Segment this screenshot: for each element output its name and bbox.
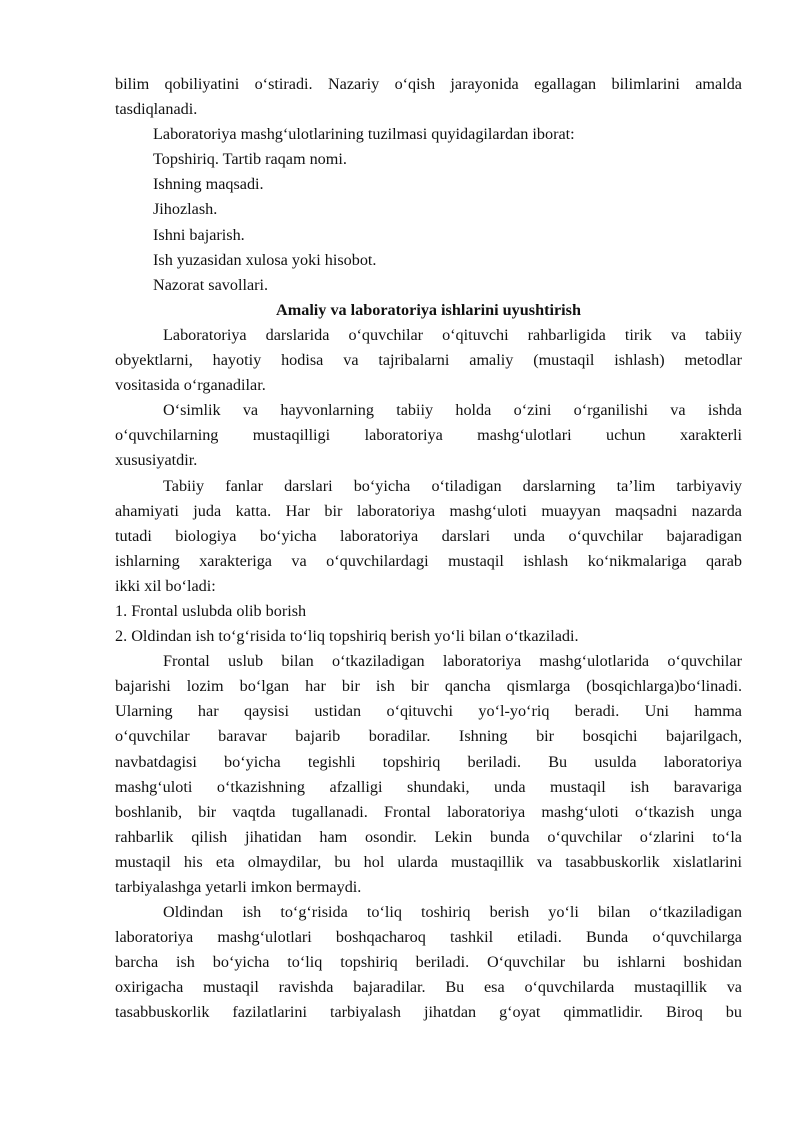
- paragraph-line: O‘simlik va hayvonlarning tabiiy holda o‘zini o‘rganilishi va ishda: [163, 401, 742, 420]
- paragraph-line: o‘quvchilarning mustaqilligi laboratoriya mashg‘ulotlari uchun xarakterli: [115, 426, 742, 445]
- paragraph-line: rahbarlik qilish jihatidan ham osondir. Lekin bunda o‘quvchilar o‘zlarini to‘la: [115, 827, 742, 846]
- text-line: tasdiqlanadi.: [115, 100, 198, 119]
- paragraph-line: mustaqil his eta olmaydilar, bu hol ularda mustaqillik va tasabbuskorlik xislatlarini: [115, 852, 742, 871]
- paragraph-line: ahamiyati juda katta. Har bir laboratoriya mashg‘uloti muayyan maqsadni nazarda: [115, 501, 742, 520]
- paragraph-line: xususiyatdir.: [115, 451, 198, 470]
- paragraph-line: tutadi biologiya bo‘yicha laboratoriya darslari unda o‘quvchilar bajaradigan: [115, 526, 742, 545]
- paragraph-line: tasabbuskorlik fazilatlarini tarbiyalash jihatdan g‘oyat qimmatlidir. Biroq bu: [115, 1003, 742, 1022]
- paragraph-line: oxirigacha mustaqil ravishda bajaradilar. Bu esa o‘quvchilarda mustaqillik va: [115, 978, 742, 997]
- paragraph-line: ishlarning xarakteriga va o‘quvchilardagi mustaqil ishlash ko‘nikmalariga qarab: [115, 551, 742, 570]
- list-item: 1. Frontal uslubda olib borish: [115, 601, 307, 620]
- structure-item: Ishning maqsadi.: [153, 175, 264, 194]
- paragraph-line: Tabiiy fanlar darslari bo‘yicha o‘tiladigan darslarning ta’lim tarbiyaviy: [163, 476, 742, 495]
- paragraph-line: obyektlarni, hayotiy hodisa va tajribalarni amaliy (mustaqil ishlash) metodlar: [115, 351, 742, 370]
- structure-intro: Laboratoriya mashg‘ulotlarining tuzilmasi quyidagilardan iborat:: [153, 125, 575, 144]
- structure-item: Ishni bajarish.: [153, 225, 245, 244]
- list-item: 2. Oldindan ish to‘g‘risida to‘liq topshiriq berish yo‘li bilan o‘tkaziladi.: [115, 627, 579, 646]
- paragraph-line: vositasida o‘rganadilar.: [115, 376, 266, 395]
- paragraph-line: Ularning har qaysisi ustidan o‘qituvchi yo‘l-yo‘riq beradi. Uni hamma: [115, 702, 742, 721]
- paragraph-line: tarbiyalashga yetarli imkon bermaydi.: [115, 878, 362, 896]
- text-line: bilim qobiliyatini o‘stiradi. Nazariy o‘qish jarayonida egallagan bilimlarini amalda: [115, 75, 742, 93]
- paragraph-line: Laboratoriya darslarida o‘quvchilar o‘qituvchi rahbarligida tirik va tabiiy: [163, 325, 742, 344]
- paragraph-line: boshlanib, bir vaqtda tugallanadi. Frontal laboratoriya mashg‘uloti o‘tkazish unga: [115, 802, 742, 821]
- structure-item: Nazorat savollari.: [153, 275, 269, 294]
- structure-item: Topshiriq. Tartib raqam nomi.: [153, 150, 347, 169]
- paragraph-line: bajarishi lozim bo‘lgan har bir ish bir qancha qismlarga (bosqichlarga)bo‘linadi.: [115, 677, 742, 696]
- document-page: [115, 72, 742, 1026]
- paragraph-line: laboratoriya mashg‘ulotlari boshqacharoq tashkil etiladi. Bunda o‘quvchilarga: [115, 928, 742, 947]
- paragraph-line: Oldindan ish to‘g‘risida to‘liq toshiriq berish yo‘li bilan o‘tkaziladigan: [163, 903, 742, 922]
- paragraph-line: barcha ish bo‘yicha to‘liq topshiriq beriladi. O‘quvchilar bu ishlarni boshidan: [115, 953, 742, 972]
- structure-item: Ish yuzasidan xulosa yoki hisobot.: [153, 250, 377, 269]
- paragraph-line: ikki xil bo‘ladi:: [115, 576, 216, 595]
- structure-item: Jihozlash.: [153, 200, 218, 219]
- section-heading: Amaliy va laboratoriya ishlarini uyushtirish: [276, 300, 581, 319]
- paragraph-line: mashg‘uloti o‘tkazishning afzalligi shundaki, unda mustaqil ish baravariga: [115, 777, 742, 796]
- paragraph-line: o‘quvchilar baravar bajarib boradilar. Ishning bir bosqichi bajarilgach,: [115, 727, 742, 746]
- paragraph-line: navbatdagisi bo‘yicha tegishli topshiriq beriladi. Bu usulda laboratoriya: [115, 752, 742, 771]
- paragraph-line: Frontal uslub bilan o‘tkaziladigan laboratoriya mashg‘ulotlarida o‘quvchilar: [163, 652, 742, 671]
